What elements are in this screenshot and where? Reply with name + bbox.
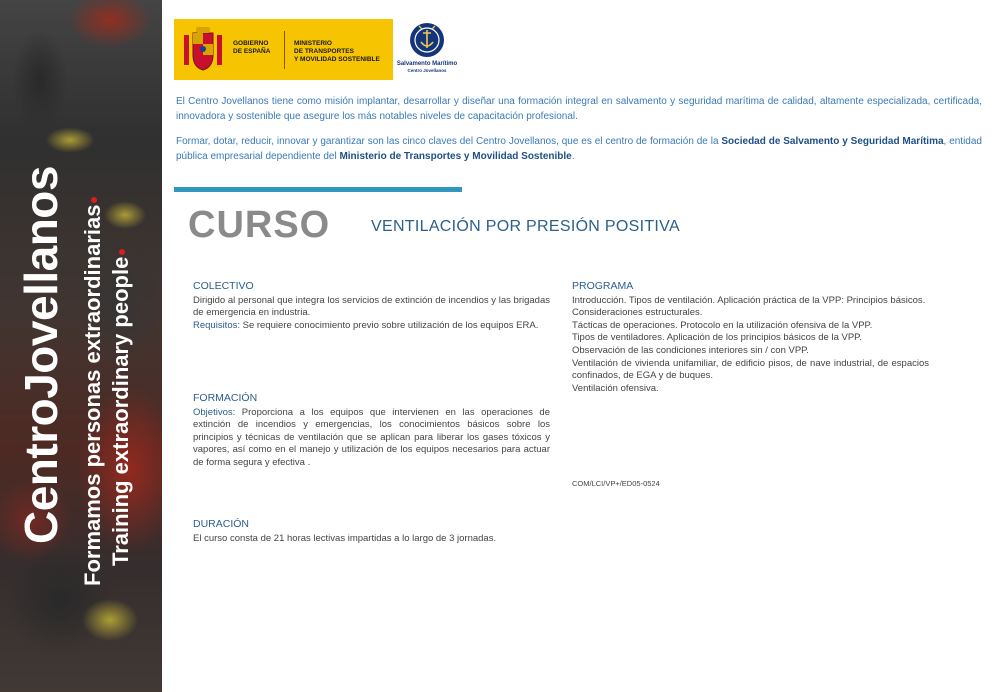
red-dot-icon: [119, 249, 125, 255]
intro-p2-c: , entidad pública empresarial dependiente del: [176, 136, 982, 162]
objetivos-paragraph: [193, 407, 550, 470]
curso-label: CURSO: [188, 204, 331, 246]
programa-heading: PROGRAMA: [572, 280, 634, 292]
duracion-section: [193, 518, 550, 545]
objetivos-label: Objetivos:: [193, 406, 236, 418]
intro-p2-a: Formar, dotar, reducir, innovar y garantizar son las cinco claves del Centro Jovellanos, que es el centro de formación de la: [176, 136, 722, 147]
side-branding: [0, 0, 162, 692]
logo-divider: [284, 31, 285, 69]
intro-p2-e: .: [571, 151, 575, 162]
programa-item: Introducción. Tipos de ventilación. Aplicación práctica de la VPP: Principios básicos.: [572, 294, 926, 306]
requisitos-label: Requisitos:: [193, 319, 240, 331]
course-title: VENTILACIÓN POR PRESIÓN POSITIVA: [371, 218, 680, 235]
intro-paragraph-keys: [176, 134, 982, 164]
programa-section: [572, 280, 929, 395]
gobierno-line1: GOBIERNO: [233, 40, 269, 47]
accent-divider: [174, 187, 462, 192]
salvamento-emblem-icon: [409, 22, 445, 58]
brand-wordmark: CentroJovellanos: [15, 166, 67, 544]
ministerio-text: [294, 40, 380, 64]
coat-of-arms-icon: [182, 25, 224, 73]
colectivo-heading: COLECTIVO: [193, 280, 254, 292]
intro-p2-sociedad: Sociedad de Salvamento y Seguridad Marítima: [721, 136, 944, 147]
requisitos-text: Se requiere conocimiento previo sobre utilización de los equipos ERA.: [240, 319, 539, 331]
gobierno-line2: DE ESPAÑA: [233, 48, 271, 55]
salvamento-logo: [396, 22, 458, 80]
colectivo-text: Dirigido al personal que integra los servicios de extinción de incendios y las brigadas de emergencia en industria.: [193, 294, 550, 319]
formacion-section: [193, 392, 550, 470]
ministerio-line3: Y MOVILIDAD SOSTENIBLE: [294, 56, 380, 63]
intro-p2-ministerio: Ministerio de Transportes y Movilidad Sostenible: [339, 151, 572, 162]
ministerio-line1: MINISTERIO: [294, 40, 332, 47]
gobierno-logo: [174, 19, 393, 80]
salvamento-name: Salvamento Marítimo: [396, 61, 458, 67]
intro-paragraph-mission: El Centro Jovellanos tiene como misión implantar, desarrollar y diseñar una formación integral en salvamento y seguridad marítima de calidad, altamente especializada, certificada, innovadora y sostenible que asegure los más notables niveles de capacitación profesional.: [176, 96, 982, 122]
programa-item: Observación de las condiciones interiores sin / con VPP.: [572, 344, 809, 356]
slogan-english: [108, 249, 134, 566]
objetivos-text: Proporciona a los equipos que intervienen en las operaciones de extinción de incendios y emergencias, los conocimientos básicos sobre los principios y técnicas de ventilación que se aplican para liberar los gases tóxicos y vapores, así como en el manejo y utilización de los equipos necesarios para actuar de forma segura y efectiva .: [193, 406, 550, 468]
side-photo-band: [0, 0, 162, 692]
programa-item: Tipos de ventiladores. Aplicación de los principios básicos de la VPP.: [572, 332, 862, 344]
red-dot-icon: [91, 197, 97, 203]
ministerio-line2: DE TRANSPORTES: [294, 48, 354, 55]
slogan-es-text: Formamos personas extraordinarias: [80, 204, 105, 586]
programa-item: Tácticas de operaciones. Protocolo en la utilización ofensiva de la VPP.: [572, 319, 873, 331]
requisitos-paragraph: [193, 320, 550, 333]
programa-item: Ventilación de vivienda unifamiliar, de edificio pisos, de nave industrial, de espacios confinados, de EGA y de buques.: [572, 357, 929, 382]
colectivo-section: [193, 280, 550, 332]
programa-item: Consideraciones estructurales.: [572, 307, 703, 319]
programa-item: Ventilación ofensiva.: [572, 382, 659, 394]
slogan-en-text: Training extraordinary people: [108, 256, 133, 566]
gobierno-text: [233, 40, 270, 56]
slogan-spanish: [80, 197, 106, 586]
course-code: COM/LCI/VP+/ED05-0524: [572, 479, 660, 488]
formacion-heading: FORMACIÓN: [193, 392, 258, 404]
salvamento-subtitle: Centro Jovellanos: [407, 68, 447, 73]
duracion-text: El curso consta de 21 horas lectivas impartidas a lo largo de 3 jornadas.: [193, 532, 497, 544]
duracion-heading: DURACIÓN: [193, 518, 250, 530]
